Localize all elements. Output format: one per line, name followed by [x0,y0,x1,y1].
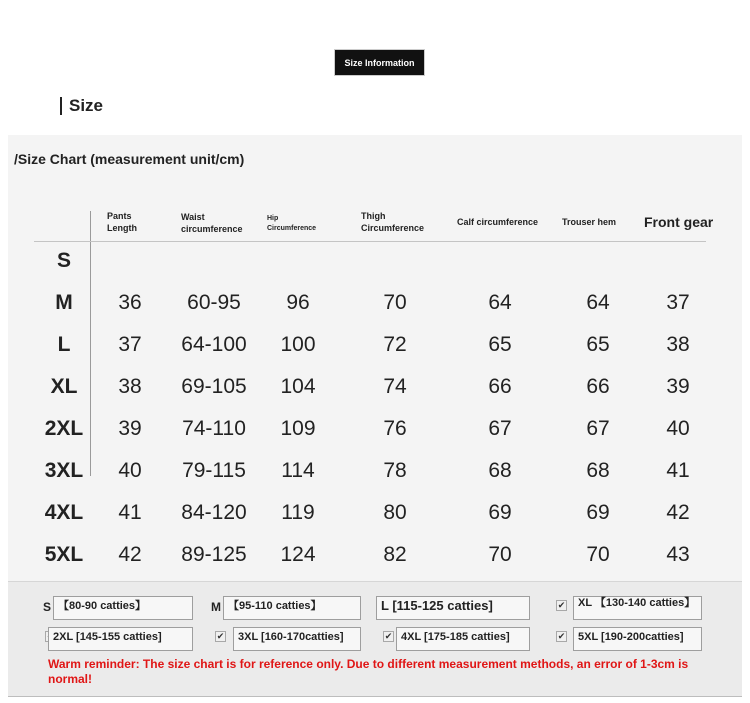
weight-ref-3xl-box: 3XL [160-170catties] [233,627,361,651]
col-header-thigh-circumference: Thigh Circumference [361,211,425,233]
cell-5xl-thigh: 82 [383,543,407,566]
weight-ref-s-label: S [43,600,52,614]
cell-l-trouser-hem: 65 [586,333,610,356]
size-label-m: M [55,291,73,314]
weight-ref-m-box: 【95-110 catties】 [223,596,361,620]
cell-l-calf: 65 [488,333,512,356]
warm-reminder-text: Warm reminder: The size chart is for reference only. Due to different measurement methods, an error of 1-3cm is normal! [48,657,689,686]
cell-3xl-hip: 114 [281,459,315,482]
cell-5xl-calf: 70 [488,543,512,566]
section-heading [60,96,103,116]
weight-ref-5xl-box: 5XL [190-200catties] [573,627,702,651]
size-label-4xl: 4XL [44,501,84,524]
table-header-divider [34,241,706,242]
cell-2xl-pants-length: 39 [118,417,142,440]
weight-ref-5xl-check-icon: ✔ [557,631,566,641]
weight-ref-l-box: L [115-125 catties] [376,596,530,620]
cell-4xl-pants-length: 41 [118,501,142,524]
cell-m-trouser-hem: 64 [586,291,610,314]
weight-ref-4xl-box: 4XL [175-185 catties] [396,627,530,651]
cell-3xl-pants-length: 40 [118,459,142,482]
cell-3xl-front-gear: 41 [666,459,690,482]
cell-m-waist: 60-95 [187,291,241,314]
section-divider-bar [60,97,62,115]
col-header-trouser-hem: Trouser hem [562,217,617,227]
cell-2xl-hip: 109 [280,417,316,440]
weight-ref-2xl-box: 2XL [145-155 catties] [48,627,193,651]
cell-2xl-front-gear: 40 [666,417,690,440]
cell-l-pants-length: 37 [118,333,142,356]
weight-ref-xl-box: XL 【130-140 catties】 [573,596,702,620]
cell-3xl-waist: 79-115 [182,459,246,482]
cell-2xl-thigh: 76 [383,417,407,440]
cell-xl-hip: 104 [280,375,316,398]
section-title: Size [69,96,104,115]
size-label-2xl: 2XL [44,417,84,440]
size-label-5xl: 5XL [44,543,84,566]
weight-ref-xl-check-icon: ✔ [557,600,566,610]
cell-l-waist: 64-100 [181,333,247,356]
cell-3xl-calf: 68 [488,459,512,482]
cell-xl-front-gear: 39 [666,375,690,398]
col-header-pants-length: Pants Length [107,211,137,233]
weight-ref-s-box: 【80-90 catties】 [53,596,193,620]
cell-m-pants-length: 36 [118,291,142,314]
cell-4xl-trouser-hem: 69 [586,501,610,524]
cell-l-thigh: 72 [383,333,407,356]
cell-4xl-hip: 119 [281,501,315,524]
col-header-waist-circumference: Waist circumference [181,212,243,234]
cell-xl-waist: 69-105 [181,375,247,398]
cell-2xl-trouser-hem: 67 [586,417,610,440]
cell-4xl-thigh: 80 [383,501,407,524]
cell-2xl-waist: 74-110 [182,417,246,440]
cell-3xl-thigh: 78 [383,459,407,482]
cell-4xl-front-gear: 42 [666,501,690,524]
cell-xl-pants-length: 38 [118,375,142,398]
cell-4xl-calf: 69 [488,501,512,524]
col-header-calf-circumference: Calf circumference [457,217,539,227]
weight-ref-3xl-check-icon: ✔ [216,631,225,641]
size-label-xl: XL [50,375,78,398]
cell-5xl-front-gear: 43 [666,543,690,566]
cell-m-thigh: 70 [383,291,407,314]
cell-l-front-gear: 38 [666,333,690,356]
col-header-hip-circumference: Hip Circumference [267,215,317,232]
cell-5xl-pants-length: 42 [118,543,142,566]
cell-l-hip: 100 [280,333,316,356]
size-information-badge: Size Information [335,50,424,75]
cell-xl-trouser-hem: 66 [586,375,610,398]
weight-ref-m-label: M [211,600,221,614]
cell-3xl-trouser-hem: 68 [586,459,610,482]
size-chart-title: /Size Chart (measurement unit/cm) [14,151,245,167]
size-label-3xl: 3XL [44,459,84,482]
cell-4xl-waist: 84-120 [181,501,247,524]
cell-m-front-gear: 37 [666,291,690,314]
cell-m-hip: 96 [286,291,310,314]
cell-5xl-hip: 124 [280,543,316,566]
cell-m-calf: 64 [488,291,512,314]
cell-5xl-trouser-hem: 70 [586,543,610,566]
size-label-l: L [57,333,71,356]
size-label-s: S [56,249,71,272]
cell-2xl-calf: 67 [488,417,512,440]
weight-ref-4xl-check-icon: ✔ [384,631,393,641]
cell-xl-thigh: 74 [383,375,407,398]
cell-xl-calf: 66 [488,375,512,398]
cell-5xl-waist: 89-125 [181,543,247,566]
col-header-front-gear: Front gear [644,214,714,230]
